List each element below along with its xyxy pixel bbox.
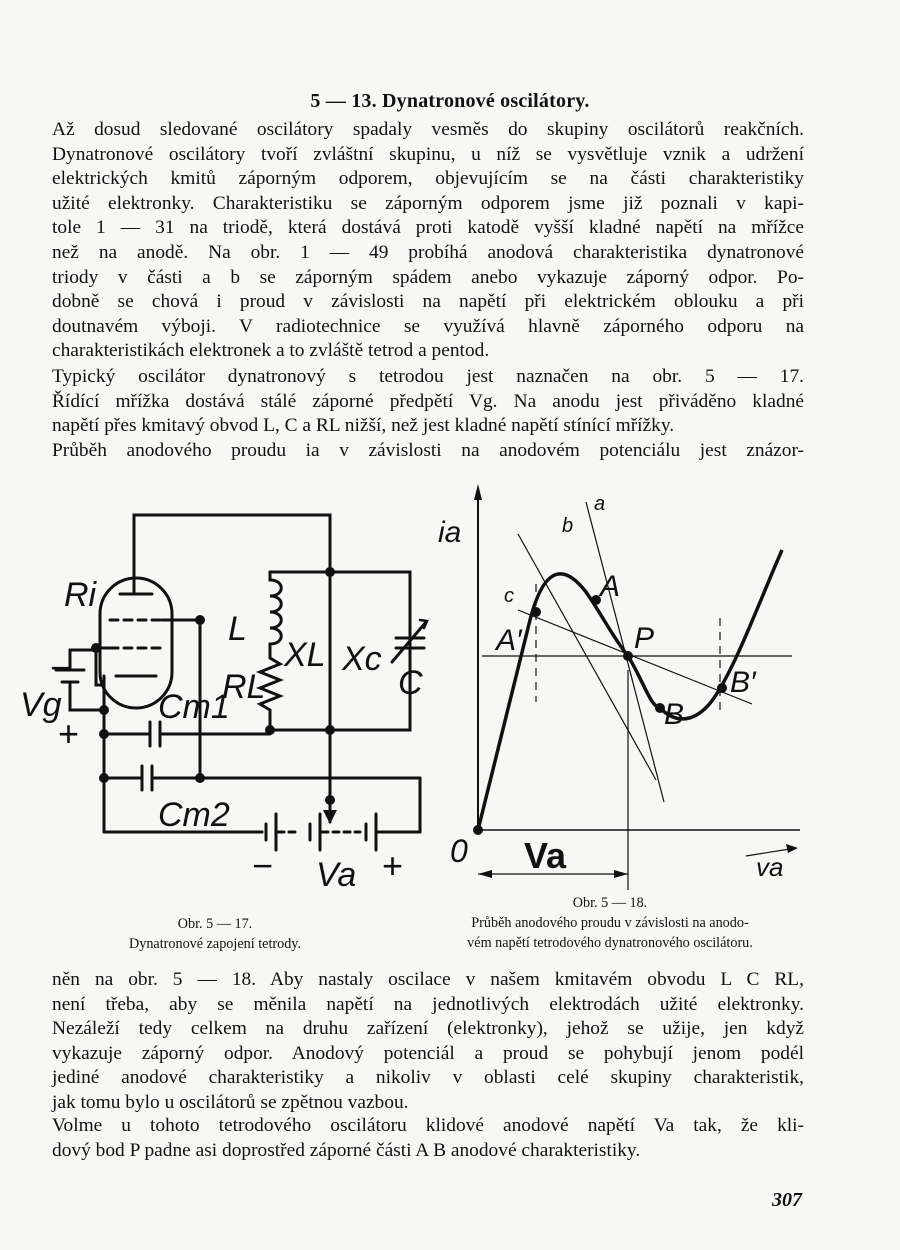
label-XL: XL <box>284 636 326 674</box>
label-Va-graph: Va <box>524 835 567 876</box>
text-line: jak tomu bylo u oscilátorů se zpětnou vazbou. <box>52 1091 409 1113</box>
label-tangent-a: a <box>594 493 606 515</box>
label-tangent-c: c <box>504 585 514 607</box>
caption-fig-5-18-number: Obr. 5 — 18. <box>572 895 648 911</box>
text-line: Volme u tohoto tetrodového oscilátoru klidové anodové napětí Va tak, že kli- <box>52 1115 804 1136</box>
label-Cm2: Cm2 <box>158 796 230 834</box>
section-heading: 5 — 13. Dynatronové oscilátory. <box>310 90 590 112</box>
text-line: Typický oscilátor dynatronový s tetrodou jest naznačen na obr. 5 — 17. <box>52 366 804 387</box>
label-ia: ia <box>438 516 462 549</box>
caption-fig-5-18 <box>400 893 820 953</box>
label-va-axis: va <box>756 852 784 882</box>
label-L: L <box>228 610 247 648</box>
text-line: dobně se chová i proud v závislosti na napětí při elektrickém oblouku a při <box>52 291 804 313</box>
paragraph-2 <box>52 365 804 439</box>
figures-drawing <box>0 470 900 890</box>
text-line: Až dosud sledované oscilátory spadaly vesměs do skupiny oscilátorů reakčních. <box>52 119 804 140</box>
label-C: C <box>398 664 423 702</box>
text-line: než na anodě. Na obr. 1 — 49 probíhá anodová charakteristika dynatronové <box>52 241 804 263</box>
caption-fig-5-18-line2: vém napětí tetrodového dynatronového oscilátoru. <box>467 935 753 951</box>
label-tangent-b: b <box>562 515 574 537</box>
text-line: vykazuje záporný odpor. Anodový potenciál a proud se pohybují jenom podél <box>52 1042 804 1064</box>
label-point-A-prime: A′ <box>496 624 522 657</box>
label-Va-circuit: Va <box>316 856 357 890</box>
label-point-B-prime: B′ <box>730 666 756 699</box>
label-point-P: P <box>634 622 655 655</box>
vg-plus-sign: + <box>58 713 80 754</box>
paragraph-4 <box>52 968 804 1116</box>
text-line: dový bod P padne asi doprostřed záporné části A B anodové charakteristiky. <box>52 1139 641 1161</box>
label-Xc: Xc <box>342 640 382 678</box>
text-line: Průběh anodového proudu ia v závislosti na anodovém potenciálu jest znázor- <box>52 440 804 461</box>
text-line: není třeba, aby se měnila napětí na jednotlivých elektrodách užité elektronky. <box>52 993 804 1015</box>
label-Vg: Vg <box>20 686 62 724</box>
text-line: charakteristikách elektronek a to zvláště tetrod a pentod. <box>52 340 490 362</box>
label-RL: RL <box>222 668 266 706</box>
label-Ri: Ri <box>64 576 97 614</box>
paragraph-5 <box>52 1114 804 1163</box>
paragraph-3 <box>52 439 804 464</box>
label-Cm1: Cm1 <box>158 688 230 726</box>
text-line: Nezáleží tedy celkem na druhu zařízení (elektronky), jehož se užije, jen když <box>52 1018 804 1040</box>
text-line: užité elektronky. Charakteristiku se záporným odporem jsme již poznali v kapi- <box>52 192 804 214</box>
label-point-A: A <box>600 570 621 603</box>
caption-fig-5-17 <box>60 914 370 954</box>
label-point-B: B <box>664 698 685 731</box>
text-line: elektrických kmitů záporným odporem, objevujícím se na části charakteristiky <box>52 168 804 190</box>
text-line: triody v části a b se záporným spádem anebo vykazuje záporný odpor. Po- <box>52 266 804 288</box>
text-line: doutnavém výboji. V radiotechnice se využívá hlavně záporného odporu na <box>52 315 804 337</box>
caption-fig-5-18-line1: Průběh anodového proudu v závislosti na anodo- <box>471 915 749 931</box>
label-origin: 0 <box>450 833 468 869</box>
text-line: něn na obr. 5 — 18. Aby nastaly oscilace v našem kmitavém obvodu L C RL, <box>52 969 804 990</box>
text-line: Dynatronové oscilátory tvoří zvláštní skupinu, u níž se vysvětluje vznik a udržení <box>52 143 804 165</box>
caption-fig-5-17-number: Obr. 5 — 17. <box>177 916 253 932</box>
text-line: tole 1 — 31 na triodě, která dostává proti katodě vyšší kladné napětí na mřížce <box>52 217 804 239</box>
caption-fig-5-17-text: Dynatronové zapojení tetrody. <box>128 936 302 952</box>
text-line: Řídící mřížka dostává stálé záporné předpětí Vg. Na anodu jest přiváděno kladné <box>52 390 804 412</box>
va-plus-sign: + <box>382 845 404 886</box>
text-line: jediné anodové charakteristiky a nikoliv v oblasti celé skupiny charakteristik, <box>52 1067 804 1089</box>
text-line: napětí přes kmitavý obvod L, C a RL nižší, než jest kladné napětí stínící mřížky. <box>52 415 675 437</box>
va-minus-sign: − <box>252 845 274 886</box>
paragraph-1 <box>52 118 804 364</box>
vg-minus-sign: − <box>50 647 72 688</box>
page-number: 307 <box>772 1189 802 1211</box>
